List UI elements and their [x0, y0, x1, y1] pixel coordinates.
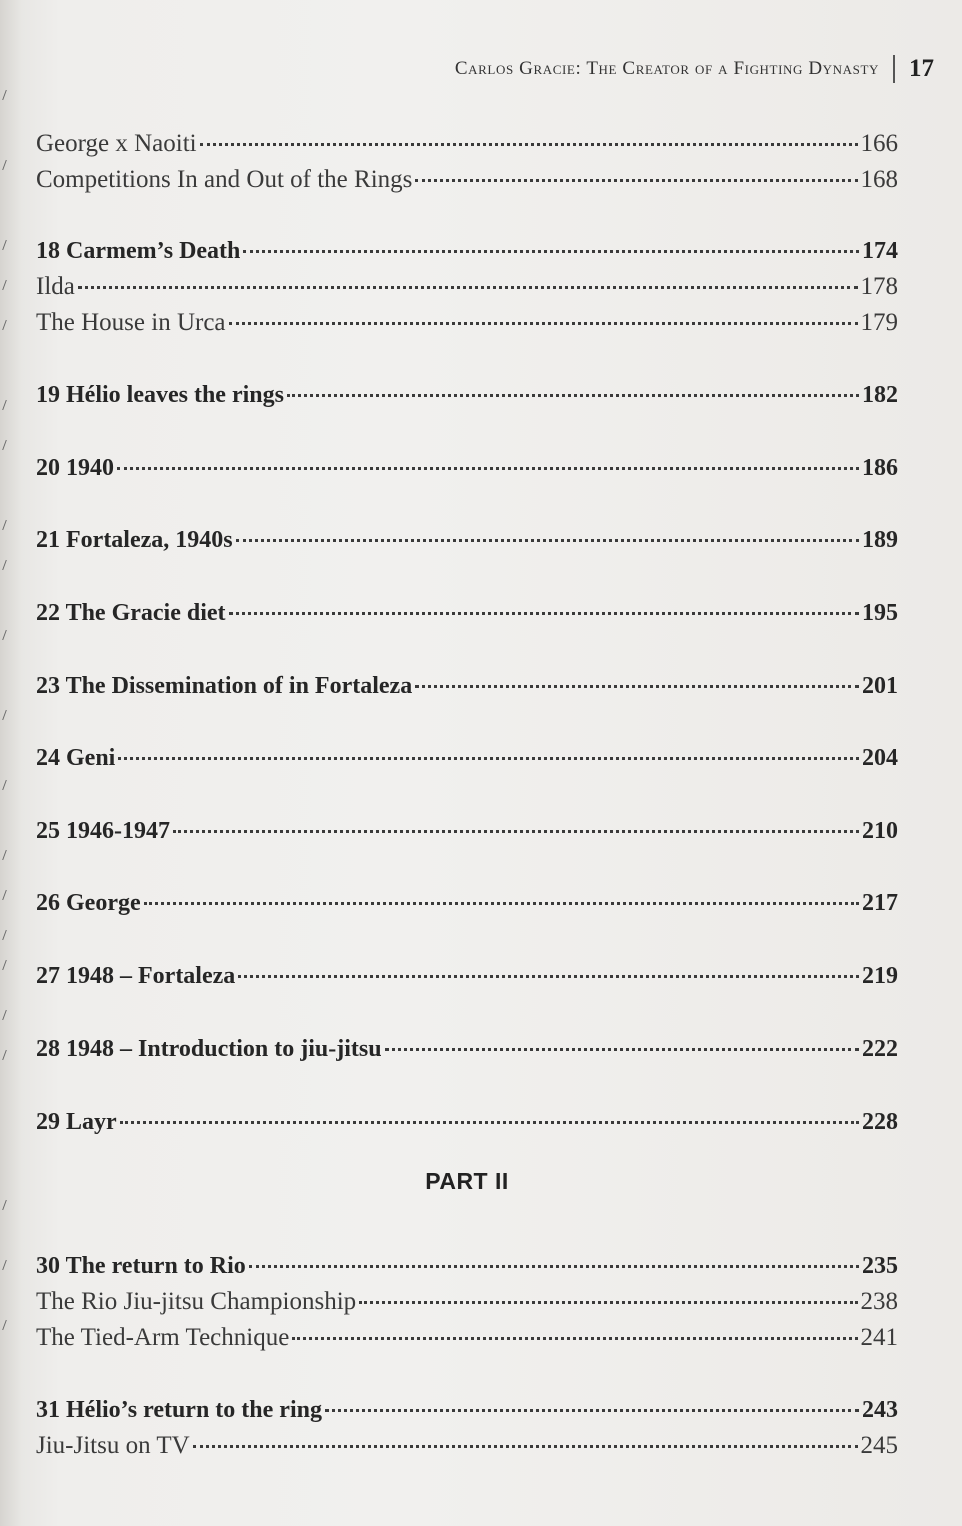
- toc-entry-page: 174: [862, 238, 898, 264]
- toc-entry-label: The Tied-Arm Technique: [36, 1324, 290, 1351]
- toc-entry-label: 24 Geni: [36, 745, 116, 771]
- dot-leader: [200, 143, 858, 146]
- running-title: Carlos Gracie: The Creator of a Fighting Dynasty: [454, 58, 879, 79]
- dot-leader: [173, 830, 859, 833]
- toc-entry-label: 26 George: [36, 890, 141, 916]
- toc-entry-page: 189: [862, 527, 898, 553]
- toc-chapter: [36, 886, 898, 920]
- toc-entry-page: 204: [862, 745, 898, 771]
- dot-leader: [120, 1121, 859, 1124]
- toc-entry-page: 241: [860, 1324, 898, 1351]
- toc-entry: [36, 127, 898, 161]
- toc-chapter: [36, 596, 898, 630]
- toc-entry-page: 219: [862, 963, 898, 989]
- dot-leader: [229, 322, 858, 325]
- page-gutter: [0, 0, 22, 1526]
- toc-chapter: [36, 669, 898, 703]
- dot-leader: [238, 975, 859, 978]
- toc-entry-label: 20 1940: [36, 455, 114, 481]
- toc-entry-label: The House in Urca: [36, 309, 226, 336]
- toc-entry-label: 28 1948 – Introduction to jiu-jitsu: [36, 1036, 382, 1062]
- dot-leader: [243, 250, 859, 253]
- running-header: [455, 52, 934, 86]
- toc-chapter: [36, 814, 898, 848]
- toc-entry-label: 18 Carmem’s Death: [36, 238, 241, 264]
- toc-entry-label: 27 1948 – Fortaleza: [36, 963, 236, 989]
- toc-entry-page: 182: [862, 382, 898, 408]
- dot-leader: [287, 394, 859, 397]
- toc-chapter: [36, 1249, 898, 1283]
- toc-entry-label: 25 1946-1947: [36, 818, 170, 844]
- toc-entry-page: 243: [862, 1397, 898, 1423]
- toc-chapter: [36, 741, 898, 775]
- toc-entry-page: 238: [860, 1288, 898, 1315]
- dot-leader: [415, 179, 857, 182]
- toc-chapter: [36, 959, 898, 993]
- toc-entry: [36, 1285, 898, 1319]
- dot-leader: [249, 1265, 859, 1268]
- header-divider: [893, 55, 895, 83]
- dot-leader: [385, 1048, 859, 1051]
- toc-entry-page: 217: [862, 890, 898, 916]
- dot-leader: [325, 1409, 859, 1412]
- toc-entry-label: Ilda: [36, 273, 75, 300]
- toc-entry: [36, 163, 898, 197]
- dot-leader: [236, 539, 859, 542]
- toc-entry-label: 31 Hélio’s return to the ring: [36, 1397, 322, 1423]
- toc-entry: [36, 1429, 898, 1463]
- toc-entry-page: 228: [862, 1109, 898, 1135]
- toc-entry: [36, 306, 898, 340]
- dot-leader: [193, 1445, 858, 1448]
- toc-chapter: [36, 378, 898, 412]
- toc-chapter: [36, 523, 898, 557]
- toc-entry-page: 166: [860, 130, 898, 157]
- dot-leader: [144, 902, 859, 905]
- toc-entry-label: 19 Hélio leaves the rings: [36, 382, 284, 408]
- part-heading: PART II: [425, 1168, 509, 1194]
- dot-leader: [292, 1337, 857, 1340]
- toc-entry-label: Jiu-Jitsu on TV: [36, 1432, 190, 1459]
- toc-entry-page: 222: [862, 1036, 898, 1062]
- toc-chapter: [36, 1032, 898, 1066]
- toc-entry-label: 22 The Gracie diet: [36, 600, 226, 626]
- toc-entry-page: 195: [862, 600, 898, 626]
- toc-chapter: [36, 451, 898, 485]
- dot-leader: [359, 1301, 857, 1304]
- toc-entry-page: 210: [862, 818, 898, 844]
- dot-leader: [117, 467, 859, 470]
- dot-leader: [78, 286, 858, 289]
- toc-entry-label: The Rio Jiu-jitsu Championship: [36, 1288, 357, 1315]
- toc-entry-label: George x Naoiti: [36, 130, 197, 157]
- toc-entry-label: 21 Fortaleza, 1940s: [36, 527, 233, 553]
- toc-entry-page: 186: [862, 455, 898, 481]
- dot-leader: [118, 757, 859, 760]
- toc-entry-label: 29 Layr: [36, 1109, 117, 1135]
- toc-entry-label: 30 The return to Rio: [36, 1253, 246, 1279]
- toc-chapter: [36, 234, 898, 268]
- toc-entry-page: 201: [862, 673, 898, 699]
- toc-chapter: [36, 1393, 898, 1427]
- toc-entry-page: 178: [860, 273, 898, 300]
- toc-entry-page: 235: [862, 1253, 898, 1279]
- toc-entry: [36, 270, 898, 304]
- toc-entry-page: 245: [860, 1432, 898, 1459]
- toc-entry-page: 168: [860, 166, 898, 193]
- toc-chapter: [36, 1105, 898, 1139]
- page-number: 17: [909, 55, 934, 82]
- toc-entry-label: Competitions In and Out of the Rings: [36, 166, 413, 193]
- dot-leader: [229, 612, 859, 615]
- dot-leader: [415, 685, 859, 688]
- toc-entry-label: 23 The Dissemination of in Fortaleza: [36, 673, 413, 699]
- toc-entry: [36, 1321, 898, 1355]
- toc-entry-page: 179: [860, 309, 898, 336]
